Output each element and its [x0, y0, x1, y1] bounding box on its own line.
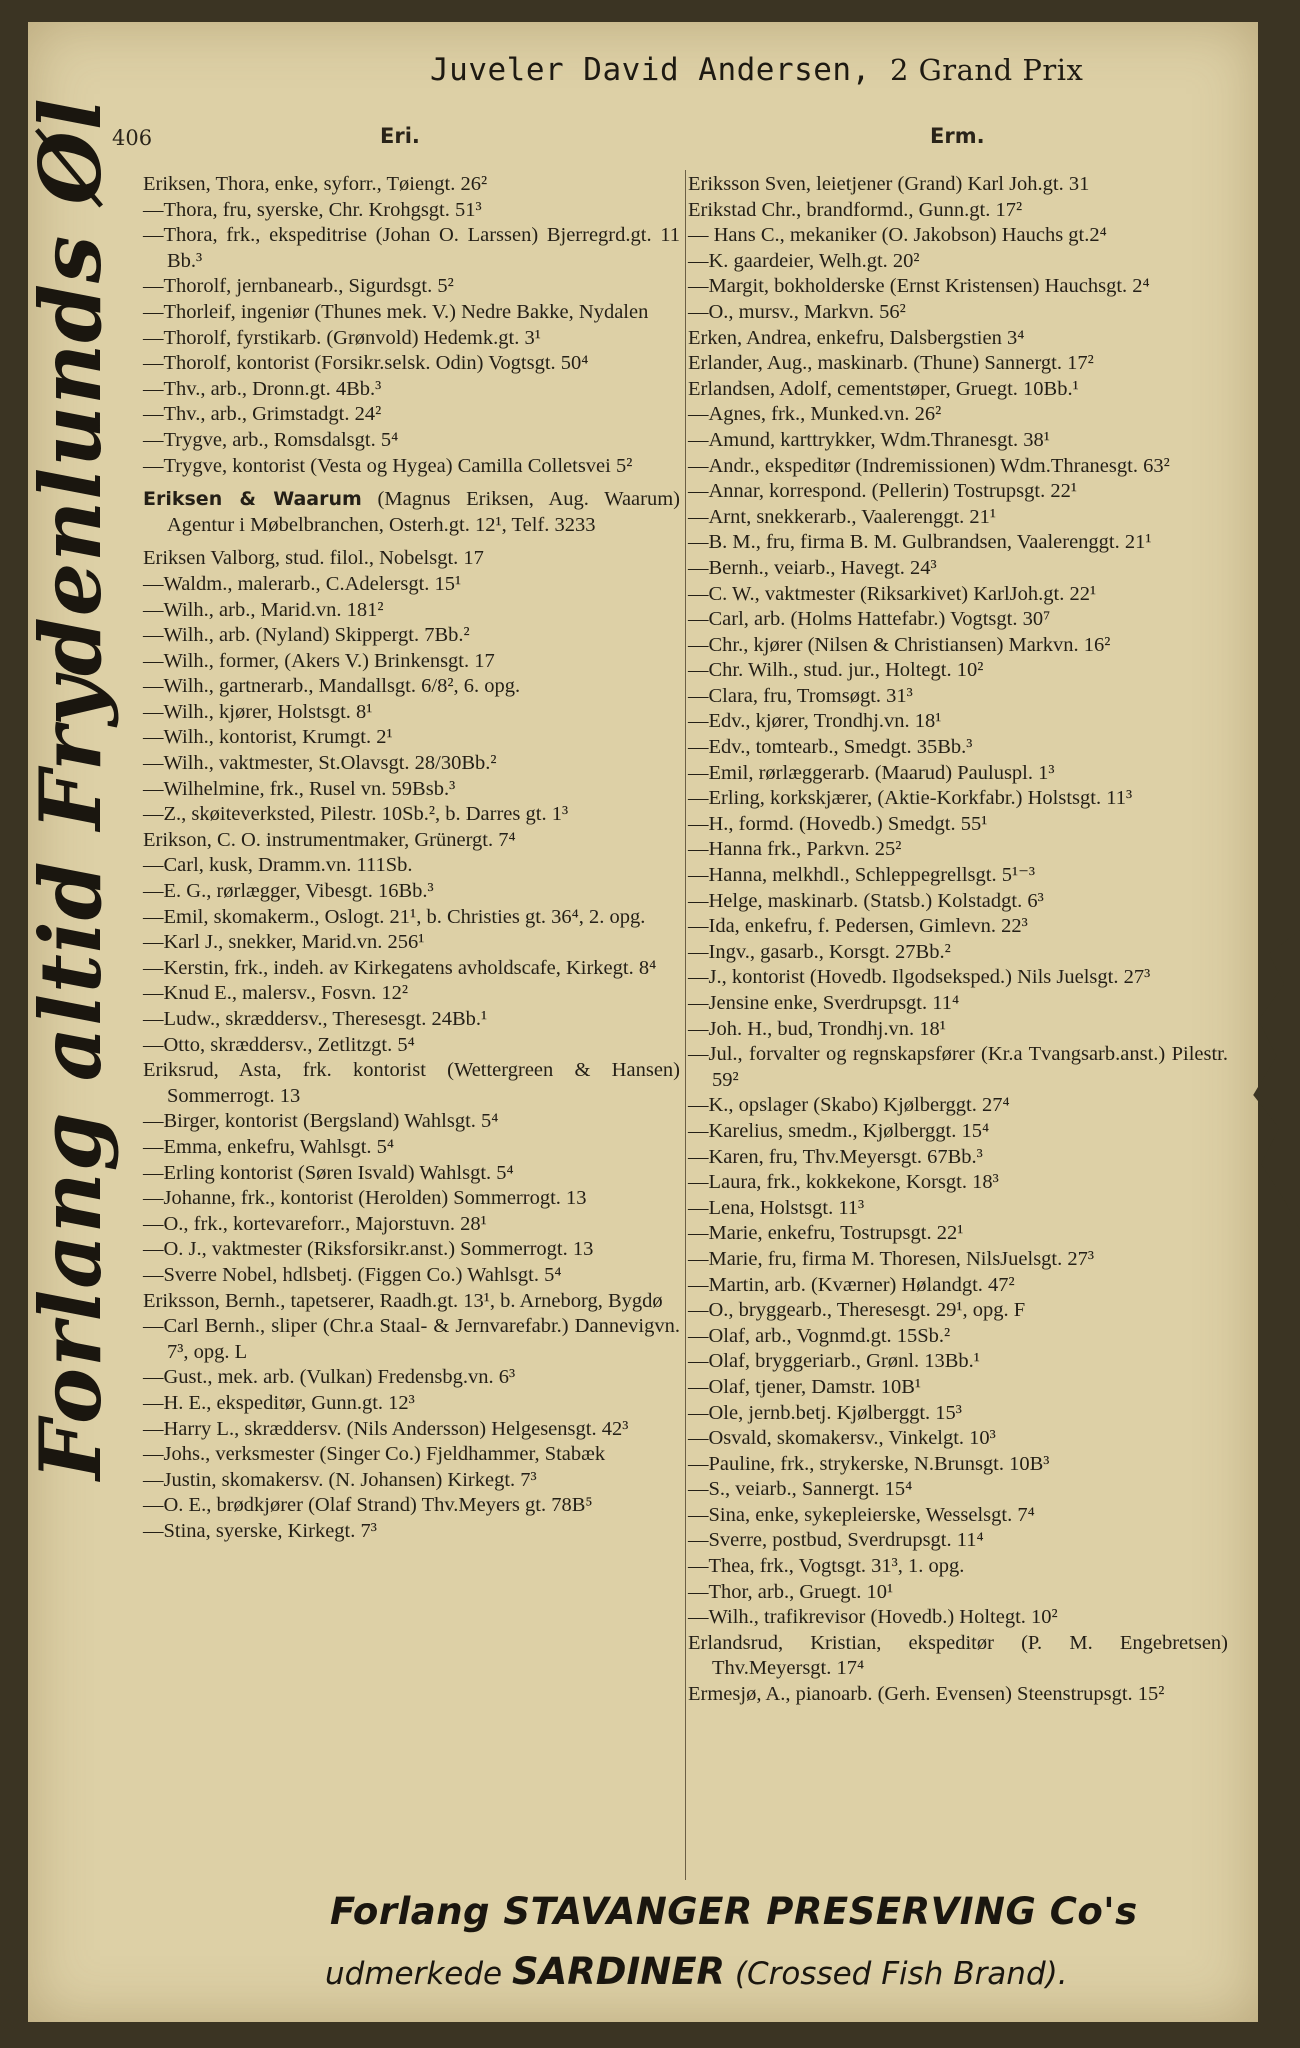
list-item: —Johs., verksmester (Singer Co.) Fjeldhammer, Stabæk — [143, 1443, 606, 1466]
column-divider — [685, 170, 686, 1880]
list-item: —Annar, korrespond. (Pellerin) Tostrupsgt. 22¹ — [688, 480, 1077, 503]
list-item: —Wilh., kontorist, Krumgt. 2¹ — [143, 726, 393, 749]
bottom-ad-brand: (Crossed Fish Brand). — [734, 1956, 1068, 1992]
list-item: —O. E., brødkjører (Olaf Strand) Thv.Meyers gt. 78B⁵ — [143, 1494, 593, 1517]
list-item: —Carl, kusk, Dramm.vn. 111Sb. — [143, 854, 413, 877]
list-item: —Martin, arb. (Kværner) Hølandgt. 47² — [688, 1273, 1015, 1296]
list-item: Erikson, C. O. instrumentmaker, Grünergt. 7⁴ — [143, 828, 516, 851]
list-item: —Edv., kjører, Trondhj.vn. 18¹ — [688, 710, 942, 733]
list-item: —Laura, frk., kokkekone, Korsgt. 18³ — [688, 1171, 999, 1194]
list-item: —Carl Bernh., sliper (Chr.a Staal- & Jernvarefabr.) Dannevigvn. 7³, opg. L — [143, 1315, 680, 1363]
list-item: Eriksen, Thora, enke, syforr., Tøiengt. 26² — [143, 173, 488, 195]
list-item: —K., opslager (Skabo) Kjølberggt. 27⁴ — [688, 1094, 1010, 1117]
list-item: —Justin, skomakersv. (N. Johansen) Kirkegt. 7³ — [143, 1468, 537, 1491]
list-item: Eriksson Sven, leietjener (Grand) Karl Joh.gt. 31 — [688, 173, 1090, 195]
list-item: —Erling kontorist (Søren Isvald) Wahlsgt. 5⁴ — [143, 1161, 514, 1184]
header-ad-text: Juveler David Andersen, — [430, 52, 871, 88]
list-item: —Waldm., malerarb., C.Adelersgt. 15¹ — [143, 572, 462, 595]
list-item: —Karelius, smedm., Kjølberggt. 15⁴ — [688, 1119, 990, 1142]
list-item: —Andr., ekspeditør (Indremissionen) Wdm.Thranesgt. 63² — [688, 454, 1170, 477]
list-item: —Karl J., snekker, Marid.vn. 256¹ — [143, 931, 425, 954]
list-item: —Marie, enkefru, Tostrupsgt. 22¹ — [688, 1222, 964, 1245]
list-item: —Knud E., malersv., Fosvn. 12² — [143, 982, 409, 1005]
bottom-advertisement-line2 — [325, 1950, 1068, 1993]
list-item: —O., frk., kortevareforr., Majorstuvn. 28¹ — [143, 1212, 487, 1235]
list-item: —Olaf, bryggeriarb., Grønl. 13Bb.¹ — [688, 1350, 980, 1373]
side-advertisement: Forlang altid Frydenlunds Øl — [21, 97, 120, 1480]
list-item: —Gust., mek. arb. (Vulkan) Fredensbg.vn. 6³ — [143, 1366, 516, 1389]
list-item: —Jensine enke, Sverdrupsgt. 11⁴ — [688, 992, 960, 1014]
list-item: —Ole, jernb.betj. Kjølberggt. 15³ — [688, 1401, 962, 1424]
header-ad-suffix: 2 Grand Prix — [889, 53, 1084, 87]
list-item: —Johanne, frk., kontorist (Herolden) Sommerrogt. 13 — [143, 1187, 587, 1210]
header-advertisement — [430, 52, 1083, 88]
firm-name: Eriksen & Waarum — [143, 488, 362, 511]
list-item: —Erling, korkskjærer, (Aktie-Korkfabr.) Holstsgt. 11³ — [688, 787, 1133, 810]
list-item: —O. J., vaktmester (Riksforsikr.anst.) Sommerrogt. 13 — [143, 1238, 594, 1261]
list-item: —Edv., tomtearb., Smedgt. 35Bb.³ — [688, 736, 973, 759]
list-item: —Pauline, frk., strykerske, N.Brunsgt. 10B³ — [688, 1452, 1050, 1475]
list-item: —Ingv., gasarb., Korsgt. 27Bb.² — [688, 940, 951, 963]
list-item: —Emil, rørlæggerarb. (Maarud) Pauluspl. 1³ — [688, 761, 1055, 784]
list-item: —Thorolf, jernbanearb., Sigurdsgt. 5² — [143, 275, 454, 298]
list-item: —Hanna, melkhdl., Schleppegrellsgt. 5¹⁻³ — [688, 864, 1036, 887]
list-item: —Trygve, kontorist (Vesta og Hygea) Camilla Colletsvei 5² — [143, 454, 633, 477]
list-item: —O., mursv., Markvn. 56² — [688, 300, 906, 323]
list-item: —Z., skøiteverksted, Pilestr. 10Sb.², b. Darres gt. 1³ — [143, 803, 569, 826]
list-item: —Wilhelmine, frk., Rusel vn. 59Bsb.³ — [143, 777, 456, 800]
list-item: —Wilh., gartnerarb., Mandallsgt. 6/8², 6. opg. — [143, 675, 521, 698]
list-item: —K. gaardeier, Welh.gt. 20² — [688, 249, 920, 272]
list-item: —Birger, kontorist (Bergsland) Wahlsgt. 5⁴ — [143, 1110, 499, 1133]
list-item: —B. M., fru, firma B. M. Gulbrandsen, Vaalerenggt. 21¹ — [688, 531, 1152, 554]
list-item: —Thor, arb., Gruegt. 10¹ — [688, 1580, 894, 1603]
guide-word-left: Eri. — [380, 124, 420, 148]
list-item: Erikstad Chr., brandformd., Gunn.gt. 17² — [688, 198, 1023, 221]
list-item: —Wilh., vaktmester, St.Olavsgt. 28/30Bb.² — [143, 752, 497, 775]
firm-entry — [143, 487, 680, 538]
list-item: Eriksson, Bernh., tapetserer, Raadh.gt. 13¹, b. Arneborg, Bygdø — [143, 1289, 663, 1312]
list-item: —H., formd. (Hovedb.) Smedgt. 55¹ — [688, 812, 988, 835]
list-item: —Thorolf, fyrstikarb. (Grønvold) Hedemk.gt. 3¹ — [143, 326, 541, 349]
list-item: —Joh. H., bud, Trondhj.vn. 18¹ — [688, 1017, 946, 1040]
list-item: —Clara, fru, Tromsøgt. 31³ — [688, 684, 913, 707]
list-item: —Thea, frk., Vogtsgt. 31³, 1. opg. — [688, 1555, 965, 1578]
list-item: —Olaf, arb., Vognmd.gt. 15Sb.² — [688, 1324, 951, 1347]
list-item: —Ludw., skræddersv., Theresesgt. 24Bb.¹ — [143, 1008, 488, 1030]
list-item: Erlandsen, Adolf, cementstøper, Gruegt. 10Bb.¹ — [688, 377, 1079, 400]
list-item: Erken, Andrea, enkefru, Dalsbergstien 3⁴ — [688, 326, 1025, 349]
list-item: —Wilh., arb., Marid.vn. 181² — [143, 598, 384, 621]
list-item: —Hanna frk., Parkvn. 25² — [688, 838, 902, 861]
list-item: —Thora, frk., ekspeditrise (Johan O. Larssen) Bjerregrd.gt. 11 Bb.³ — [143, 224, 680, 272]
list-item: —Emma, enkefru, Wahlsgt. 5⁴ — [143, 1135, 395, 1158]
page-number: 406 — [112, 126, 153, 150]
list-item: —Thv., arb., Grimstadgt. 24² — [143, 403, 382, 426]
list-item: —J., kontorist (Hovedb. Ilgodseksped.) Nils Juelsgt. 27³ — [688, 966, 1151, 989]
list-item: —Sverre, postbud, Sverdrupsgt. 11⁴ — [688, 1529, 984, 1552]
list-item: Ermesjø, A., pianoarb. (Gerh. Evensen) Steenstrupsgt. 15² — [688, 1683, 1165, 1706]
list-item: —H. E., ekspeditør, Gunn.gt. 12³ — [143, 1391, 415, 1414]
list-item: —Harry L., skræddersv. (Nils Andersson) Helgesensgt. 42³ — [143, 1417, 629, 1440]
list-item: —Jul., forvalter og regnskapsfører (Kr.a Tvangsarb.anst.) Pilestr. 59² — [688, 1043, 1228, 1091]
list-item: —S., veiarb., Sannergt. 15⁴ — [688, 1478, 913, 1501]
list-item: —Thv., arb., Dronn.gt. 4Bb.³ — [143, 377, 382, 400]
list-item: —Thora, fru, syerske, Chr. Krohgsgt. 51³ — [143, 198, 482, 221]
list-item: —Carl, arb. (Holms Hattefabr.) Vogtsgt. 30⁷ — [688, 608, 1051, 631]
left-column — [143, 172, 680, 1544]
list-item: —Lena, Holstsgt. 11³ — [688, 1196, 865, 1219]
list-item: —Wilh., arb. (Nyland) Skippergt. 7Bb.² — [143, 624, 470, 647]
right-column — [688, 172, 1228, 1708]
list-item: —Trygve, arb., Romsdalsgt. 5⁴ — [143, 428, 399, 451]
list-item: —Wilh., kjører, Holstsgt. 8¹ — [143, 700, 373, 723]
list-item: —Kerstin, frk., indeh. av Kirkegatens avholdscafe, Kirkegt. 8⁴ — [143, 956, 657, 979]
list-item: —Marie, fru, firma M. Thoresen, NilsJuelsgt. 27³ — [688, 1247, 1095, 1270]
bottom-advertisement-line1: Forlang STAVANGER PRESERVING Co's — [330, 1890, 1138, 1933]
list-item: —Sverre Nobel, hdlsbetj. (Figgen Co.) Wahlsgt. 5⁴ — [143, 1263, 562, 1286]
list-item: —Amund, karttrykker, Wdm.Thranesgt. 38¹ — [688, 428, 1050, 451]
list-item: —E. G., rørlægger, Vibesgt. 16Bb.³ — [143, 880, 434, 903]
firm-details: (Magnus Eriksen, Aug. Waarum) Agentur i Møbelbranchen, Osterh.gt. 12¹, Telf. 3233 — [167, 488, 681, 536]
list-item: —Stina, syerske, Kirkegt. 7³ — [143, 1519, 377, 1542]
bottom-ad-pre: udmerkede — [325, 1956, 503, 1992]
list-item: —Olaf, tjener, Damstr. 10B¹ — [688, 1375, 922, 1398]
list-item: —Helge, maskinarb. (Statsb.) Kolstadgt. 6³ — [688, 889, 1044, 912]
list-item: —Chr. Wilh., stud. jur., Holtegt. 10² — [688, 659, 984, 682]
list-item: Erlandsrud, Kristian, ekspeditør (P. M. Engebretsen) Thv.Meyersgt. 17⁴ — [688, 1631, 1228, 1680]
list-item: —Bernh., veiarb., Havegt. 24³ — [688, 556, 937, 579]
list-item: —O., bryggearb., Theresesgt. 29¹, opg. F — [688, 1299, 1026, 1322]
list-item: —Thorolf, kontorist (Forsikr.selsk. Odin) Vogtsgt. 50⁴ — [143, 352, 589, 375]
bottom-ad-product: SARDINER — [511, 1950, 725, 1993]
list-item: —Sina, enke, sykepleierske, Wesselsgt. 7⁴ — [688, 1503, 1035, 1526]
list-item: —Margit, bokholderske (Ernst Kristensen) Hauchsgt. 2⁴ — [688, 275, 1150, 298]
list-item: —Arnt, snekkerarb., Vaalerenggt. 21¹ — [688, 505, 997, 528]
list-item: —Agnes, frk., Munked.vn. 26² — [688, 403, 942, 426]
list-item: Erlander, Aug., maskinarb. (Thune) Sannergt. 17² — [688, 352, 1094, 375]
list-item: — Hans C., mekaniker (O. Jakobson) Hauchs gt.2⁴ — [688, 224, 1107, 247]
list-item: —Chr., kjører (Nilsen & Christiansen) Markvn. 16² — [688, 633, 1111, 656]
list-item: —Otto, skræddersv., Zetlitzgt. 5⁴ — [143, 1033, 415, 1056]
list-item: —Wilh., former, (Akers V.) Brinkensgt. 17 — [143, 649, 495, 672]
list-item: —C. W., vaktmester (Riksarkivet) KarlJoh.gt. 22¹ — [688, 582, 1097, 605]
guide-word-right: Erm. — [930, 124, 985, 148]
list-item: —Karen, fru, Thv.Meyersgt. 67Bb.³ — [688, 1145, 983, 1168]
list-item: —Wilh., trafikrevisor (Hovedb.) Holtegt. 10² — [688, 1606, 1058, 1629]
list-item: —Emil, skomakerm., Oslogt. 21¹, b. Christies gt. 36⁴, 2. opg. — [143, 905, 646, 928]
list-item: Eriksrud, Asta, frk. kontorist (Wettergreen & Hansen) Sommerrogt. 13 — [143, 1059, 680, 1107]
list-item: —Osvald, skomakersv., Vinkelgt. 10³ — [688, 1427, 996, 1450]
list-item: —Thorleif, ingeniør (Thunes mek. V.) Nedre Bakke, Nydalen — [143, 300, 649, 323]
list-item: Eriksen Valborg, stud. filol., Nobelsgt. 17 — [143, 547, 484, 570]
list-item: —Ida, enkefru, f. Pedersen, Gimlevn. 22³ — [688, 915, 1028, 938]
